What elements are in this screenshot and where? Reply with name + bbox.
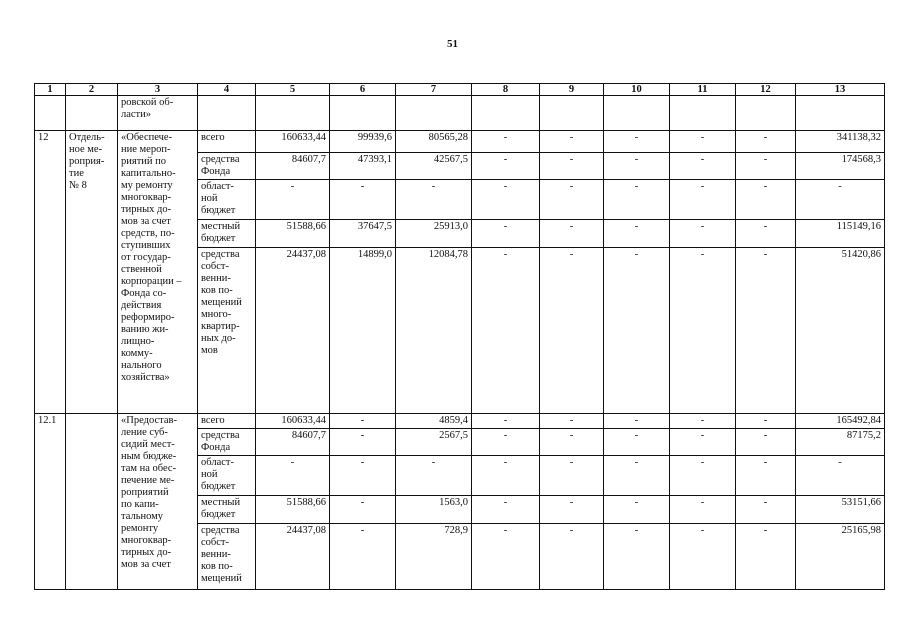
value-cell: 51588,66 <box>256 220 330 248</box>
value-cell: - <box>540 429 604 456</box>
column-header: 1 <box>35 84 66 96</box>
value-cell: - <box>604 524 670 590</box>
column-header: 2 <box>66 84 118 96</box>
value-cell: 4859,4 <box>396 414 472 429</box>
column-header: 10 <box>604 84 670 96</box>
value-cell: 165492,84 <box>796 414 885 429</box>
column-header: 5 <box>256 84 330 96</box>
value-cell: 341138,32 <box>796 131 885 153</box>
value-cell: - <box>540 524 604 590</box>
value-cell: 99939,6 <box>330 131 396 153</box>
row-number: 12.1 <box>35 414 66 590</box>
value-cell: 87175,2 <box>796 429 885 456</box>
page-number: 51 <box>447 38 458 50</box>
value-cell: 24437,08 <box>256 248 330 414</box>
value-cell: - <box>330 429 396 456</box>
value-cell: - <box>256 456 330 496</box>
value-cell: - <box>670 248 736 414</box>
column-header: 3 <box>118 84 198 96</box>
column-header: 9 <box>540 84 604 96</box>
value-cell: - <box>736 456 796 496</box>
column-header: 6 <box>330 84 396 96</box>
value-cell: 1563,0 <box>396 496 472 524</box>
column-header: 8 <box>472 84 540 96</box>
value-cell: - <box>670 524 736 590</box>
row-description: «Обеспече- ние мероп- риятий по капитально- му ремонту многоквар- тирных до- мов за счет средств, по- ступивших от государ- ственной корпорации – Фонда со- действия реформиро- ванию жи- лищно- комму- нального хозяйства» <box>118 131 198 414</box>
funding-source: област- ной бюджет <box>198 180 256 220</box>
value-cell: - <box>472 429 540 456</box>
value-cell: - <box>472 414 540 429</box>
value-cell: - <box>604 414 670 429</box>
value-cell: 80565,28 <box>396 131 472 153</box>
value-cell: 47393,1 <box>330 153 396 180</box>
value-cell: - <box>396 180 472 220</box>
value-cell: 174568,3 <box>796 153 885 180</box>
value-cell: - <box>604 153 670 180</box>
value-cell: - <box>540 414 604 429</box>
value-cell: - <box>736 153 796 180</box>
row-description: «Предостав- ление суб- сидий мест- ным бюдже- там на обес- печение ме- роприятий по капи- тальному ремонту многоквар- тирных до- мов за счет <box>118 414 198 590</box>
value-cell: 51420,86 <box>796 248 885 414</box>
value-cell: - <box>796 456 885 496</box>
value-cell: - <box>604 429 670 456</box>
value-cell: - <box>604 180 670 220</box>
value-cell: 2567,5 <box>396 429 472 456</box>
table-row <box>35 414 885 429</box>
funding-source: местный бюджет <box>198 220 256 248</box>
value-cell: - <box>330 524 396 590</box>
value-cell: 51588,66 <box>256 496 330 524</box>
row-number: 12 <box>35 131 66 414</box>
column-header: 13 <box>796 84 885 96</box>
column-header: 7 <box>396 84 472 96</box>
value-cell: - <box>604 248 670 414</box>
value-cell: - <box>540 180 604 220</box>
value-cell: 160633,44 <box>256 414 330 429</box>
value-cell: 115149,16 <box>796 220 885 248</box>
value-cell: - <box>736 131 796 153</box>
value-cell: - <box>736 180 796 220</box>
value-cell: 25913,0 <box>396 220 472 248</box>
funding-source: всего <box>198 414 256 429</box>
value-cell: 24437,08 <box>256 524 330 590</box>
value-cell: - <box>472 180 540 220</box>
value-cell: - <box>472 456 540 496</box>
value-cell: - <box>472 248 540 414</box>
value-cell: - <box>604 131 670 153</box>
column-header: 11 <box>670 84 736 96</box>
value-cell: 37647,5 <box>330 220 396 248</box>
value-cell: - <box>670 414 736 429</box>
value-cell: - <box>396 456 472 496</box>
value-cell: - <box>472 153 540 180</box>
value-cell: - <box>540 496 604 524</box>
table-row <box>35 131 885 153</box>
value-cell: - <box>604 456 670 496</box>
value-cell: - <box>256 180 330 220</box>
value-cell: - <box>330 496 396 524</box>
value-cell: - <box>670 220 736 248</box>
value-cell: - <box>540 248 604 414</box>
value-cell: 84607,7 <box>256 429 330 456</box>
value-cell: - <box>670 496 736 524</box>
funding-source: област- ной бюджет <box>198 456 256 496</box>
value-cell: - <box>736 429 796 456</box>
value-cell: - <box>670 456 736 496</box>
continuation-row <box>35 96 885 131</box>
value-cell: 25165,98 <box>796 524 885 590</box>
value-cell: - <box>604 496 670 524</box>
value-cell: - <box>472 220 540 248</box>
value-cell: - <box>472 496 540 524</box>
funding-source: местный бюджет <box>198 496 256 524</box>
funding-source: средства собст- венни- ков по- мещений много- квартир- ных до- мов <box>198 248 256 414</box>
value-cell: - <box>540 456 604 496</box>
value-cell: - <box>670 180 736 220</box>
column-header: 4 <box>198 84 256 96</box>
row-name: Отдель- ное ме- роприя- тие № 8 <box>66 131 118 414</box>
value-cell: 53151,66 <box>796 496 885 524</box>
column-number-row <box>35 84 885 96</box>
funding-source: средства собст- венни- ков по- мещений <box>198 524 256 590</box>
budget-table <box>34 83 885 590</box>
value-cell: - <box>670 131 736 153</box>
value-cell: - <box>736 220 796 248</box>
continued-description: ровской об- ласти» <box>118 96 198 131</box>
funding-source: всего <box>198 131 256 153</box>
value-cell: 84607,7 <box>256 153 330 180</box>
funding-source: средства Фонда <box>198 429 256 456</box>
funding-source: средства Фонда <box>198 153 256 180</box>
value-cell: - <box>604 220 670 248</box>
column-header: 12 <box>736 84 796 96</box>
value-cell: - <box>670 153 736 180</box>
value-cell: - <box>736 414 796 429</box>
value-cell: - <box>796 180 885 220</box>
value-cell: - <box>736 496 796 524</box>
row-name <box>66 414 118 590</box>
value-cell: 42567,5 <box>396 153 472 180</box>
value-cell: 14899,0 <box>330 248 396 414</box>
value-cell: - <box>670 429 736 456</box>
value-cell: 728,9 <box>396 524 472 590</box>
value-cell: - <box>330 414 396 429</box>
value-cell: - <box>736 524 796 590</box>
value-cell: 12084,78 <box>396 248 472 414</box>
value-cell: - <box>330 180 396 220</box>
value-cell: - <box>472 524 540 590</box>
value-cell: - <box>736 248 796 414</box>
value-cell: - <box>540 153 604 180</box>
value-cell: 160633,44 <box>256 131 330 153</box>
value-cell: - <box>330 456 396 496</box>
value-cell: - <box>540 131 604 153</box>
value-cell: - <box>540 220 604 248</box>
value-cell: - <box>472 131 540 153</box>
